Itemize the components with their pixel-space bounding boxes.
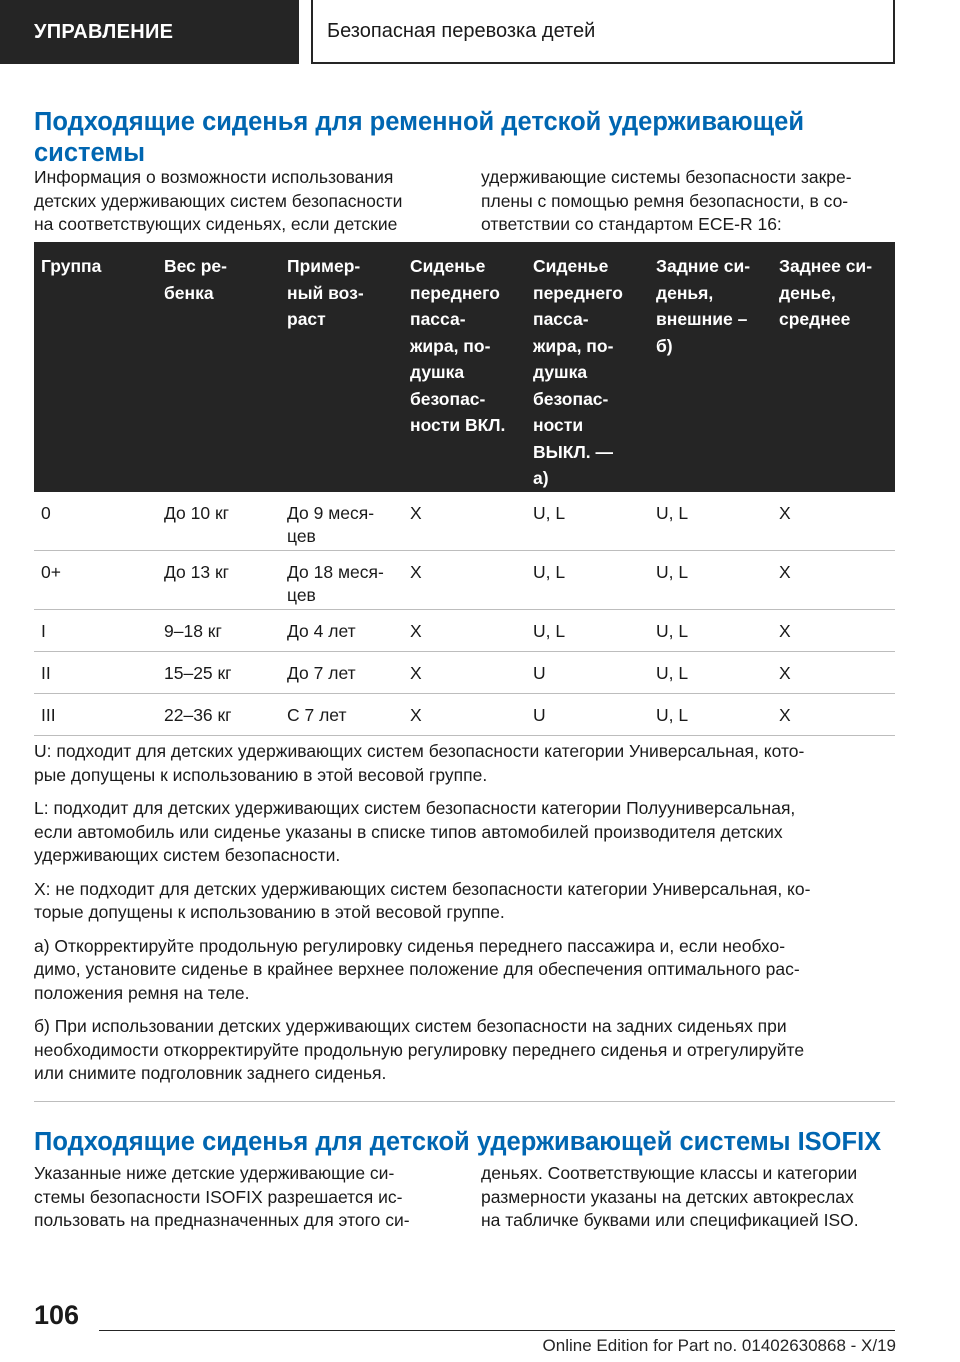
header-line: Задние си- [656,256,751,276]
cell-rear-outer: U, L [649,694,772,736]
header-line: пасса- [533,309,589,329]
note-line: если автомобиль или сиденье указаны в списке типов автомобилей производителя детских [34,821,783,842]
cell-line: До 7 лет [287,663,356,683]
header-line: Сиденье [410,256,486,276]
text-line: Информация о возможности использования [34,167,394,187]
table-row [34,652,895,694]
note-u [34,740,895,787]
table-row [34,492,895,551]
header-line: ВЫКЛ. — [533,441,613,462]
table-row [34,694,895,736]
cell-rear-outer: U, L [649,492,772,551]
cell-group: II [34,652,157,694]
chapter-title: Безопасная перевозка детей [311,0,895,64]
heading-line-2: системы [34,139,146,167]
cell-group: I [34,610,157,652]
cell-group: 0+ [34,551,157,610]
cell-front-on: X [403,492,526,551]
text-line: ответствии со стандартом ECE-R 16: [481,214,782,234]
header-line: переднего [410,282,500,303]
isofix-left-column [34,1162,454,1233]
header-line: б) [656,335,673,356]
header-rear-center [772,242,895,492]
section-divider [34,1101,895,1102]
header-line: Группа [41,256,102,276]
note-x [34,878,895,925]
heading-line-1: Подходящие сиденья для ременной детской удерживающей [34,108,805,136]
cell-rear-center: X [772,492,895,551]
header-line: а) [533,468,549,488]
header-line: пасса- [410,309,466,329]
header-line: душка [533,362,588,382]
cell-front-on: X [403,652,526,694]
section-tab: УПРАВЛЕНИЕ [0,0,299,64]
intro-right-column [481,166,895,237]
header-line: душка [410,362,465,382]
cell-weight: 22–36 кг [157,694,280,736]
section-heading-isofix: Подходящие сиденья для детской удерживающей системы ISOFIX [34,1128,882,1156]
header-weight [157,242,280,492]
header-line: среднее [779,309,851,329]
page-number: 106 [34,1300,80,1330]
edition-footer: Online Edition for Part no. 01402630868 - X/19 [542,1336,896,1355]
header-front-airbag-on [403,242,526,492]
cell-front-on: X [403,610,526,652]
intro-left-column [34,166,454,237]
header-line: переднего [533,282,623,303]
note-a [34,935,895,1006]
cell-front-off: U [526,652,649,694]
header-front-airbag-off [526,242,649,492]
header-line: раст [287,309,326,329]
cell-line: До 18 меся- [287,562,384,582]
text-line: размерности указаны на детских автокреслах [481,1186,854,1207]
table-notes [34,740,895,1096]
cell-line: цев [287,525,316,546]
text-line: деньях. Соответствующие классы и категории [481,1163,858,1183]
header-line: безопас- [410,388,486,409]
cell-line: С 7 лет [287,705,347,725]
cell-line: До 9 меся- [287,502,375,523]
note-line: положения ремня на теле. [34,982,250,1003]
text-line: детских удерживающих систем безопасности [34,190,403,211]
note-line: удерживающих систем безопасности. [34,845,341,865]
text-line: Указанные ниже детские удерживающие си- [34,1163,395,1183]
header-line: жира, по- [410,335,491,356]
note-line: X: не подходит для детских удерживающих систем безопасности категории Универсальная, ко- [34,878,811,899]
cell-front-on: X [403,551,526,610]
cell-front-off: U, L [526,492,649,551]
cell-rear-outer: U, L [649,652,772,694]
note-line: L: подходит для детских удерживающих систем безопасности категории Полууниверсальная, [34,798,796,818]
text-line: на соответствующих сиденьях, если детские [34,214,398,234]
note-line: б) При использовании детских удерживающих систем безопасности на задних сиденьях при [34,1016,787,1036]
note-line: рые допущены к использованию в этой весовой группе. [34,764,488,785]
cell-rear-center: X [772,694,895,736]
cell-front-on: X [403,694,526,736]
table-row [34,551,895,610]
note-line: а) Откорректируйте продольную регулировку сиденья переднего пассажира и, если необхо- [34,935,786,956]
text-line: пользовать на предназначенных для этого си- [34,1210,410,1230]
cell-line: цев [287,585,316,605]
cell-age [280,492,403,551]
section-heading-belt [34,107,804,169]
header-line: денья, [656,282,714,303]
cell-weight: 9–18 кг [157,610,280,652]
cell-group: 0 [34,492,157,551]
header-group [34,242,157,492]
note-l [34,797,895,868]
note-line: димо, установите сиденье в крайнее верхнее положение для обеспечения оптимального рас- [34,959,800,979]
cell-front-off: U, L [526,551,649,610]
table-row [34,610,895,652]
cell-front-off: U [526,694,649,736]
cell-weight: 15–25 кг [157,652,280,694]
header-line: денье, [779,282,836,303]
note-line: торые допущены к использованию в этой весовой группе. [34,902,505,922]
cell-age [280,610,403,652]
table-header-row [34,242,895,492]
cell-weight: До 10 кг [157,492,280,551]
header-line: бенка [164,282,214,303]
cell-line: До 4 лет [287,621,356,641]
cell-rear-center: X [772,551,895,610]
text-line: удерживающие системы безопасности закре- [481,167,852,187]
note-line: или снимите подголовник заднего сиденья. [34,1063,387,1083]
note-b [34,1015,895,1086]
cell-group: III [34,694,157,736]
cell-rear-center: X [772,610,895,652]
text-line: стемы безопасности ISOFIX разрешается ис- [34,1186,403,1207]
cell-rear-center: X [772,652,895,694]
header-rear-outer [649,242,772,492]
cell-front-off: U, L [526,610,649,652]
header-line: внешние – [656,309,748,329]
header-line: Пример- [287,256,361,276]
header-line: Сиденье [533,256,609,276]
header-line: ности ВКЛ. [410,415,506,435]
header-line: Заднее си- [779,256,873,276]
cell-rear-outer: U, L [649,610,772,652]
header-line: безопас- [533,388,609,409]
cell-rear-outer: U, L [649,551,772,610]
header-line: жира, по- [533,335,614,356]
cell-age [280,694,403,736]
header-line: ный воз- [287,282,364,303]
text-line: плены с помощью ремня безопасности, в со- [481,190,849,211]
note-line: необходимости откорректируйте продольную регулировку переднего сиденья и отрегулируйте [34,1039,805,1060]
footer-rule [99,1330,895,1331]
isofix-right-column [481,1162,895,1233]
seat-suitability-table [34,242,895,736]
text-line: на табличке буквами или спецификацией ISO. [481,1210,859,1230]
cell-age [280,551,403,610]
note-line: U: подходит для детских удерживающих систем безопасности категории Универсальная, кото- [34,741,805,761]
cell-weight: До 13 кг [157,551,280,610]
header-age [280,242,403,492]
header-line: Вес ре- [164,256,227,276]
header-line: ности [533,415,584,435]
cell-age [280,652,403,694]
